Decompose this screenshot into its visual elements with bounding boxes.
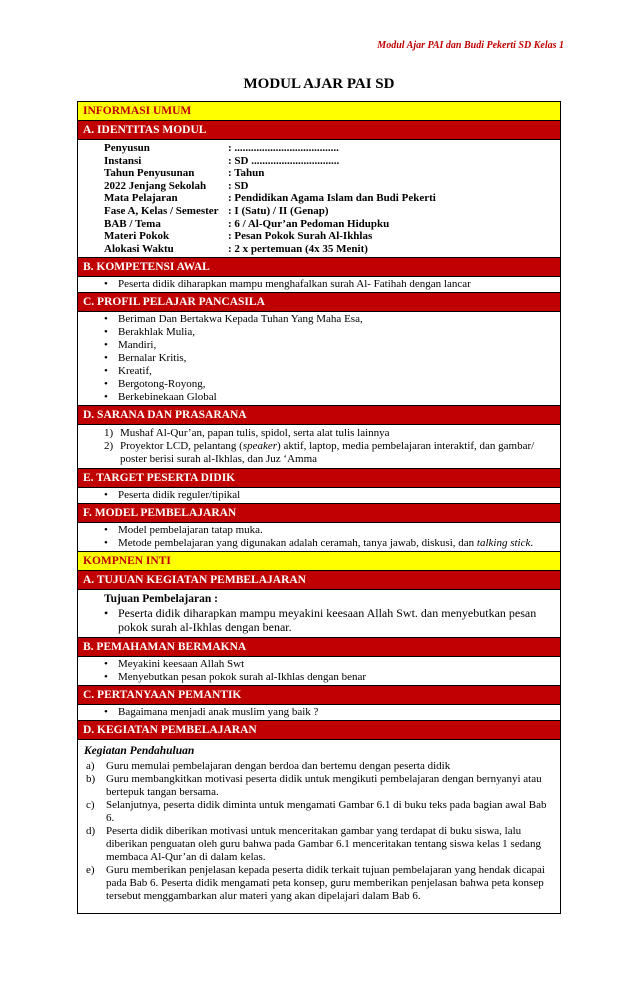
identitas-row bbox=[104, 167, 560, 180]
list-item: • Berkebinekaan Global bbox=[104, 391, 560, 404]
list-item: • Model pembelajaran tatap muka. bbox=[104, 524, 560, 537]
kegiatan-item-number: d) bbox=[86, 825, 96, 838]
kegiatan-item-number: c) bbox=[86, 799, 95, 812]
kegiatan-subheading: Kegiatan Pendahuluan bbox=[84, 745, 195, 758]
kegiatan-list bbox=[84, 760, 550, 903]
model-list bbox=[78, 523, 560, 551]
identitas-value: : Tahun bbox=[228, 167, 265, 180]
identitas-heading: A. IDENTITAS MODUL bbox=[78, 121, 560, 140]
model-heading: F. MODEL PEMBELAJARAN bbox=[78, 504, 560, 523]
profil-heading: C. PROFIL PELAJAR PANCASILA bbox=[78, 293, 560, 312]
target-list bbox=[78, 488, 560, 503]
kegiatan-item-number: b) bbox=[86, 773, 96, 786]
identitas-value: : Pesan Pokok Surah Al-Ikhlas bbox=[228, 230, 373, 243]
identitas-row bbox=[104, 155, 560, 168]
sarana-item-number: 1) bbox=[104, 427, 114, 440]
list-item: • Metode pembelajaran yang digunakan adalah ceramah, tanya jawab, diskusi, dan talking stick. bbox=[104, 537, 560, 550]
tujuan-subheading: Tujuan Pembelajaran : bbox=[104, 593, 218, 606]
running-header: Modul Ajar PAI dan Budi Pekerti SD Kelas 1 bbox=[377, 40, 564, 51]
list-item: • Meyakini keesaan Allah Swt bbox=[104, 658, 560, 671]
identitas-row bbox=[104, 230, 560, 243]
kompetensi-heading: B. KOMPETENSI AWAL bbox=[78, 258, 560, 277]
target-heading: E. TARGET PESERTA DIDIK bbox=[78, 469, 560, 488]
identitas-row bbox=[104, 192, 560, 205]
list-item: • Kreatif, bbox=[104, 365, 560, 378]
identitas-value: : SD ................................ bbox=[228, 154, 340, 167]
tujuan-section bbox=[78, 590, 560, 638]
informasi-umum-heading: INFORMASI UMUM bbox=[78, 102, 560, 121]
list-item: • Bagaimana menjadi anak muslim yang baik ? bbox=[104, 706, 560, 719]
tujuan-heading: A. TUJUAN KEGIATAN PEMBELAJARAN bbox=[78, 571, 560, 590]
sarana-item bbox=[104, 427, 552, 440]
identitas-row bbox=[104, 243, 560, 256]
profil-list bbox=[78, 312, 560, 405]
kegiatan-item bbox=[84, 864, 550, 903]
kegiatan-heading: D. KEGIATAN PEMBELAJARAN bbox=[78, 721, 560, 740]
sarana-heading: D. SARANA DAN PRASARANA bbox=[78, 406, 560, 425]
identitas-list bbox=[78, 140, 560, 258]
list-item: • Peserta didik diharapkan mampu menghafalkan surah Al- Fatihah dengan lancar bbox=[104, 278, 560, 291]
identitas-row bbox=[104, 205, 560, 218]
pemahaman-list bbox=[78, 657, 560, 685]
pertanyaan-list bbox=[78, 705, 560, 720]
pertanyaan-heading: C. PERTANYAAN PEMANTIK bbox=[78, 686, 560, 705]
kegiatan-item bbox=[84, 799, 550, 825]
list-item: • Berakhlak Mulia, bbox=[104, 326, 560, 339]
identitas-label: BAB / Tema bbox=[104, 217, 161, 230]
tujuan-item: • Peserta didik diharapkan mampu meyakini keesaan Allah Swt. dan menyebutkan pesan pokok surah al-Ikhlas dengan benar. bbox=[104, 606, 552, 634]
identitas-value: : ...................................... bbox=[228, 142, 339, 154]
kegiatan-item-text: Guru memberikan penjelasan kepada peserta didik terkait tujuan pembelajaran yang hendak dicapai pada Bab 6. Peserta didik mengamati peta konsep, guru memberikan penjelasan bahwa peta konsep tersebut menggambarkan alur materi yang akan dipelajari dalam Bab 6. bbox=[106, 864, 545, 903]
identitas-row bbox=[104, 180, 560, 193]
module-table bbox=[77, 101, 561, 914]
kegiatan-item-text: Selanjutnya, peserta didik diminta untuk mengamati Gambar 6.1 di buku teks pada bagian awal Bab 6. bbox=[106, 799, 547, 825]
identitas-label: Fase A, Kelas / Semester bbox=[104, 204, 219, 217]
kegiatan-item-number: e) bbox=[86, 864, 95, 877]
kompetensi-list bbox=[78, 277, 560, 292]
sarana-item-text: Mushaf Al-Qur’an, papan tulis, spidol, serta alat tulis lainnya bbox=[120, 427, 390, 440]
identitas-label: Tahun Penyusunan bbox=[104, 167, 195, 180]
kegiatan-section bbox=[78, 740, 560, 907]
identitas-label: Materi Pokok bbox=[104, 230, 170, 243]
identitas-row bbox=[104, 142, 560, 155]
list-item: • Bergotong-Royong, bbox=[104, 378, 560, 391]
identitas-value: : I (Satu) / II (Genap) bbox=[228, 204, 329, 217]
list-item: • Mandiri, bbox=[104, 339, 560, 352]
identitas-label: Alokasi Waktu bbox=[104, 242, 174, 255]
kegiatan-item-number: a) bbox=[86, 760, 95, 773]
identitas-label: Penyusun bbox=[104, 142, 150, 154]
kegiatan-item bbox=[84, 760, 550, 773]
kegiatan-item bbox=[84, 773, 550, 799]
identitas-label: 2022 Jenjang Sekolah bbox=[104, 179, 207, 192]
identitas-row bbox=[104, 218, 560, 231]
identitas-label: Instansi bbox=[104, 154, 142, 167]
list-item: • Menyebutkan pesan pokok surah al-Ikhlas dengan benar bbox=[104, 671, 560, 684]
list-item: • Beriman Dan Bertakwa Kepada Tuhan Yang Maha Esa, bbox=[104, 313, 560, 326]
list-item: • Peserta didik reguler/tipikal bbox=[104, 489, 560, 502]
sarana-list bbox=[78, 425, 560, 468]
sarana-item-number: 2) bbox=[104, 440, 114, 453]
identitas-value: : 6 / Al-Qur’an Pedoman Hidupku bbox=[228, 217, 390, 230]
pemahaman-heading: B. PEMAHAMAN BERMAKNA bbox=[78, 638, 560, 657]
identitas-value: : 2 x pertemuan (4x 35 Menit) bbox=[228, 242, 368, 255]
identitas-label: Mata Pelajaran bbox=[104, 192, 178, 205]
sarana-item-text: Proyektor LCD, pelantang (speaker) aktif, laptop, media pembelajaran interaktif, dan gambar/ poster berisi surah al-Ikhlas, dan Juz ‘Amma bbox=[120, 440, 535, 466]
page-title: MODUL AJAR PAI SD bbox=[243, 76, 395, 92]
identitas-value: : SD bbox=[228, 179, 249, 192]
kegiatan-item-text: Guru membangkitkan motivasi peserta didik untuk mengikuti pembelajaran dengan bernyanyi atau bertepuk tangan bersama. bbox=[106, 773, 542, 799]
list-item: • Bernalar Kritis, bbox=[104, 352, 560, 365]
kegiatan-item bbox=[84, 825, 550, 864]
identitas-value: : Pendidikan Agama Islam dan Budi Pekerti bbox=[228, 192, 436, 205]
sarana-item bbox=[104, 440, 552, 466]
komponen-inti-heading: KOMPNEN INTI bbox=[78, 552, 560, 571]
kegiatan-item-text: Peserta didik diberikan motivasi untuk menceritakan gambar yang terdapat di buku siswa, lalu diberikan penguatan oleh guru bahwa pada Gambar 6.1 menceritakan tentang siswa kelas 1 sedang membaca Al-Qur’an di dalam kelas. bbox=[106, 825, 541, 864]
kegiatan-item-text: Guru memulai pembelajaran dengan berdoa dan bertemu dengan peserta didik bbox=[106, 760, 451, 773]
